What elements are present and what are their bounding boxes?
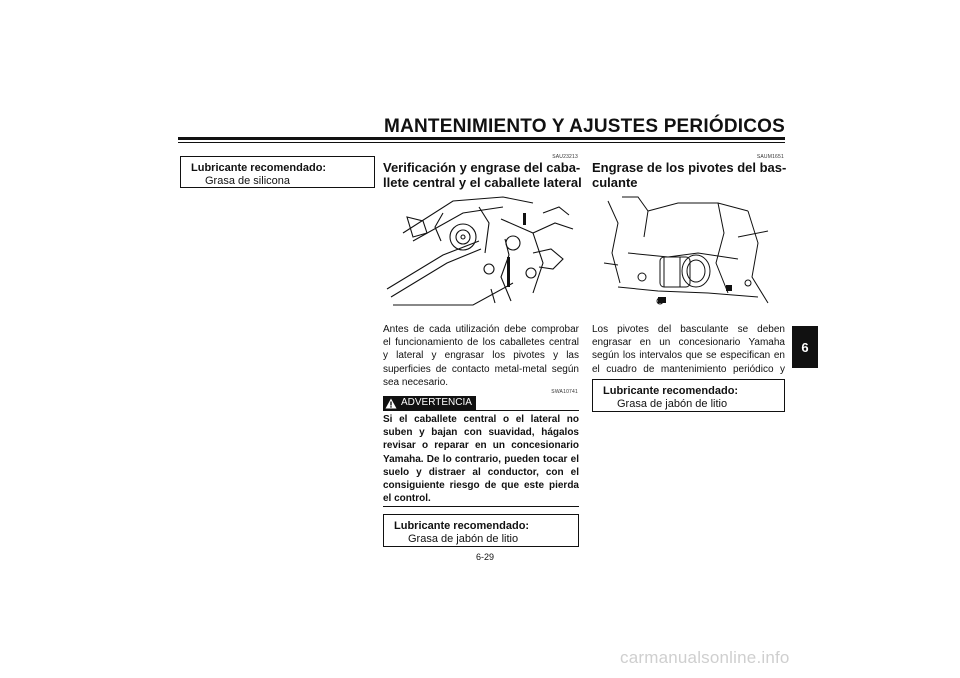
swingarm-paragraph: Los pivotes del basculante se deben engrasar en un concesionario Yamaha según los intervalos que se especifican en el cuadro de mantenimiento periódico y [592, 324, 785, 375]
section-title-line-1: Engrase de los pivotes del bas- [592, 160, 787, 175]
warning-top-rule [383, 410, 579, 411]
warning-text: Si el caballete central o el lateral no suben y bajan con suavidad, hágalos revisar o reparar en un concesionario Yamaha. De lo contrario, pueden tocar el suelo y distraer al conductor, con el consiguiente riesgo de que este pierda el control. [383, 414, 579, 505]
stand-check-paragraph: Antes de cada utilización debe comprobar el funcionamiento de los caballetes central y lateral y engrasar los pivotes y las superficies de contacto metal-metal según sea necesario. [383, 324, 579, 388]
header-rule-thin [178, 142, 785, 143]
page-title: MANTENIMIENTO Y AJUSTES PERIÓDICOS [384, 116, 785, 137]
section-code: SAU23213 [552, 154, 578, 160]
lubricant-box-lithium-stands [383, 514, 579, 547]
lubricant-value: Grasa de silicona [205, 175, 290, 187]
warning-bottom-rule [383, 506, 579, 507]
lubricant-value: Grasa de jabón de litio [408, 533, 519, 545]
watermark: carmanualsonline.info [620, 648, 790, 667]
section-title-line-1: Verificación y engrase del caba- [383, 160, 581, 175]
section-title-stands [383, 160, 583, 190]
warning-code: SWA10741 [551, 389, 578, 395]
header-rule-thick [178, 137, 785, 140]
section-code: SAUM1651 [756, 154, 784, 160]
section-title-swingarm [592, 160, 787, 190]
stand-pivot-illustration [383, 193, 579, 315]
section-title-line-2: llete central y el caballete lateral [383, 175, 582, 190]
lubricant-value: Grasa de jabón de litio [617, 398, 728, 410]
section-title-line-2: culante [592, 175, 638, 190]
warning-badge [383, 396, 476, 410]
page-number: 6-29 [475, 552, 494, 562]
chapter-tab: 6 [792, 326, 818, 368]
lubricant-label: Lubricante recomendado: [603, 385, 739, 397]
lubricant-box-lithium-swingarm [592, 379, 785, 412]
swingarm-pivot-illustration [598, 193, 778, 315]
lubricant-label: Lubricante recomendado: [394, 520, 530, 532]
lubricant-box-silicone [180, 156, 375, 188]
lubricant-label: Lubricante recomendado: [191, 162, 327, 174]
warning-triangle-icon [385, 398, 397, 409]
warning-label: ADVERTENCIA [401, 397, 472, 408]
